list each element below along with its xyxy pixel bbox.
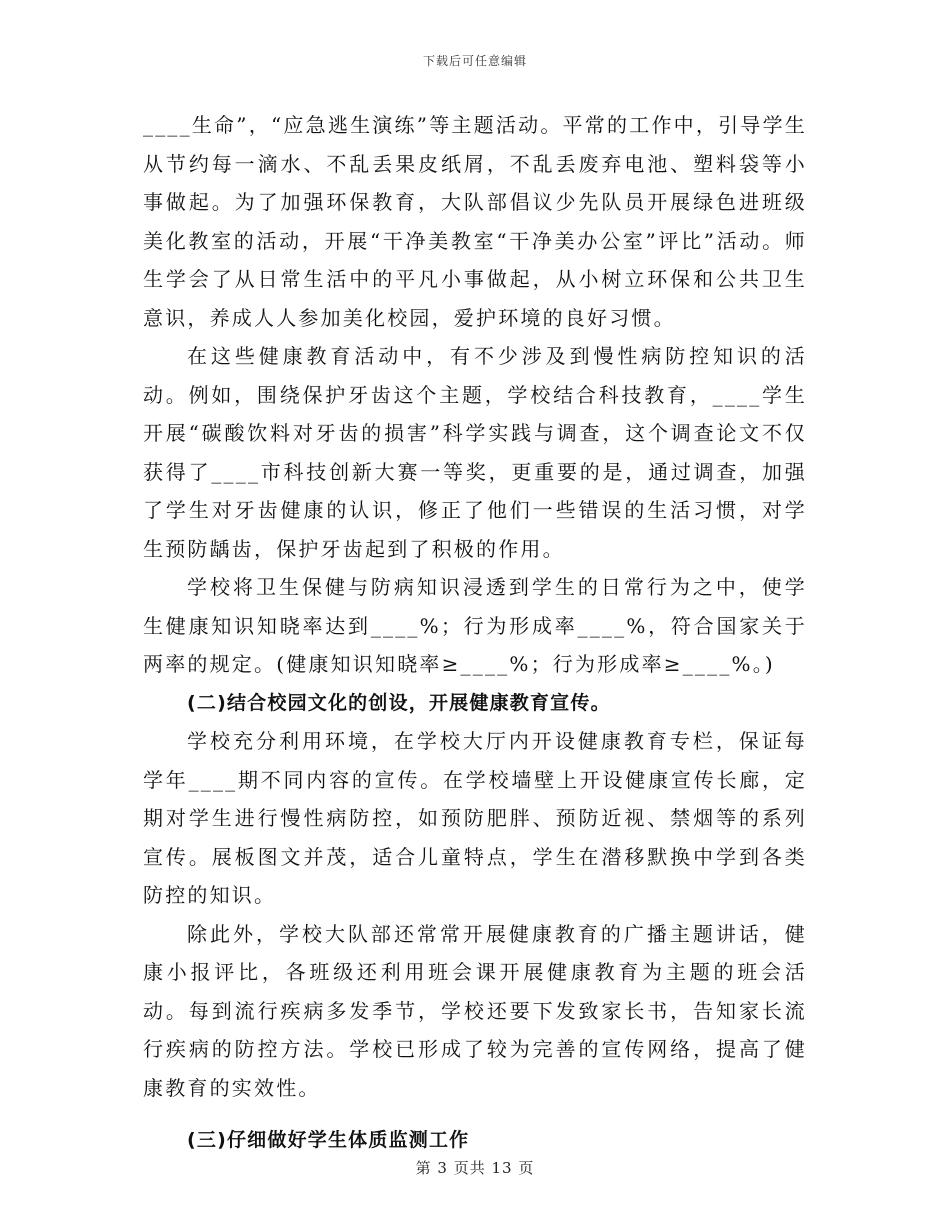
paragraph-chronic-disease-activities: 在这些健康教育活动中，有不少涉及到慢性病防控知识的活动。例如，围绕保护牙齿这个主题，学校结合科技教育，____学生开展“碳酸饮料对牙齿的损害”科学实践与调查，这个调查论文不仅获得了____市科技创新大赛一等奖，更重要的是，通过调查，加强了学生对牙齿健康的认识，修正了他们一些错误的生活习惯，对学生预防龋齿，保护牙齿起到了积极的作用。 — [143, 344, 807, 561]
paragraph-health-knowledge-rates: 学校将卫生保健与防病知识浸透到学生的日常行为之中，使学生健康知识知晓率达到____%；行为形成率____%，符合国家关于两率的规定。(健康知识知晓率≥____%；行为形成率≥____%。) — [143, 575, 807, 676]
page-header: 下载后可任意编辑 — [422, 54, 527, 68]
paragraph-broadcast-talks: 除此外，学校大队部还常常开展健康教育的广播主题讲话，健康小报评比，各班级还利用班会课开展健康教育为主题的班会活动。每到流行疾病多发季节，学校还要下发致家长书，告知家长流行疾病的防控方法。学校已形成了较为完善的宣传网络，提高了健康教育的实效性。 — [143, 921, 807, 1100]
section-heading-campus-culture: (二)结合校园文化的创设，开展健康教育宣传。 — [187, 691, 611, 714]
document-body — [143, 106, 807, 1160]
section-heading-physical-monitoring: (三)仔细做好学生体质监测工作 — [187, 1129, 470, 1151]
page-number-footer: 第 3 页共 13 页 — [415, 1159, 535, 1177]
paragraph-health-bulletin: 学校充分利用环境，在学校大厅内开设健康教育专栏，保证每学年____期不同内容的宣传。在学校墙壁上开设健康宣传长廊，定期对学生进行慢性病防控，如预防肥胖、预防近视、禁烟等的系列宣传。展板图文并茂，适合儿童特点，学生在潜移默换中学到各类防控的知识。 — [143, 729, 807, 907]
paragraph-themed-activities: ____生命”，“应急逃生演练”等主题活动。平常的工作中，引导学生从节约每一滴水、不乱丢果皮纸屑，不乱丢废弃电池、塑料袋等小事做起。为了加强环保教育，大队部倡议少先队员开展绿色进班级美化教室的活动，开展“干净美教室“干净美办公室”评比”活动。师生学会了从日常生活中的平凡小事做起，从小树立环保和公共卫生意识，养成人人参加美化校园，爱护环境的良好习惯。 — [143, 113, 807, 330]
